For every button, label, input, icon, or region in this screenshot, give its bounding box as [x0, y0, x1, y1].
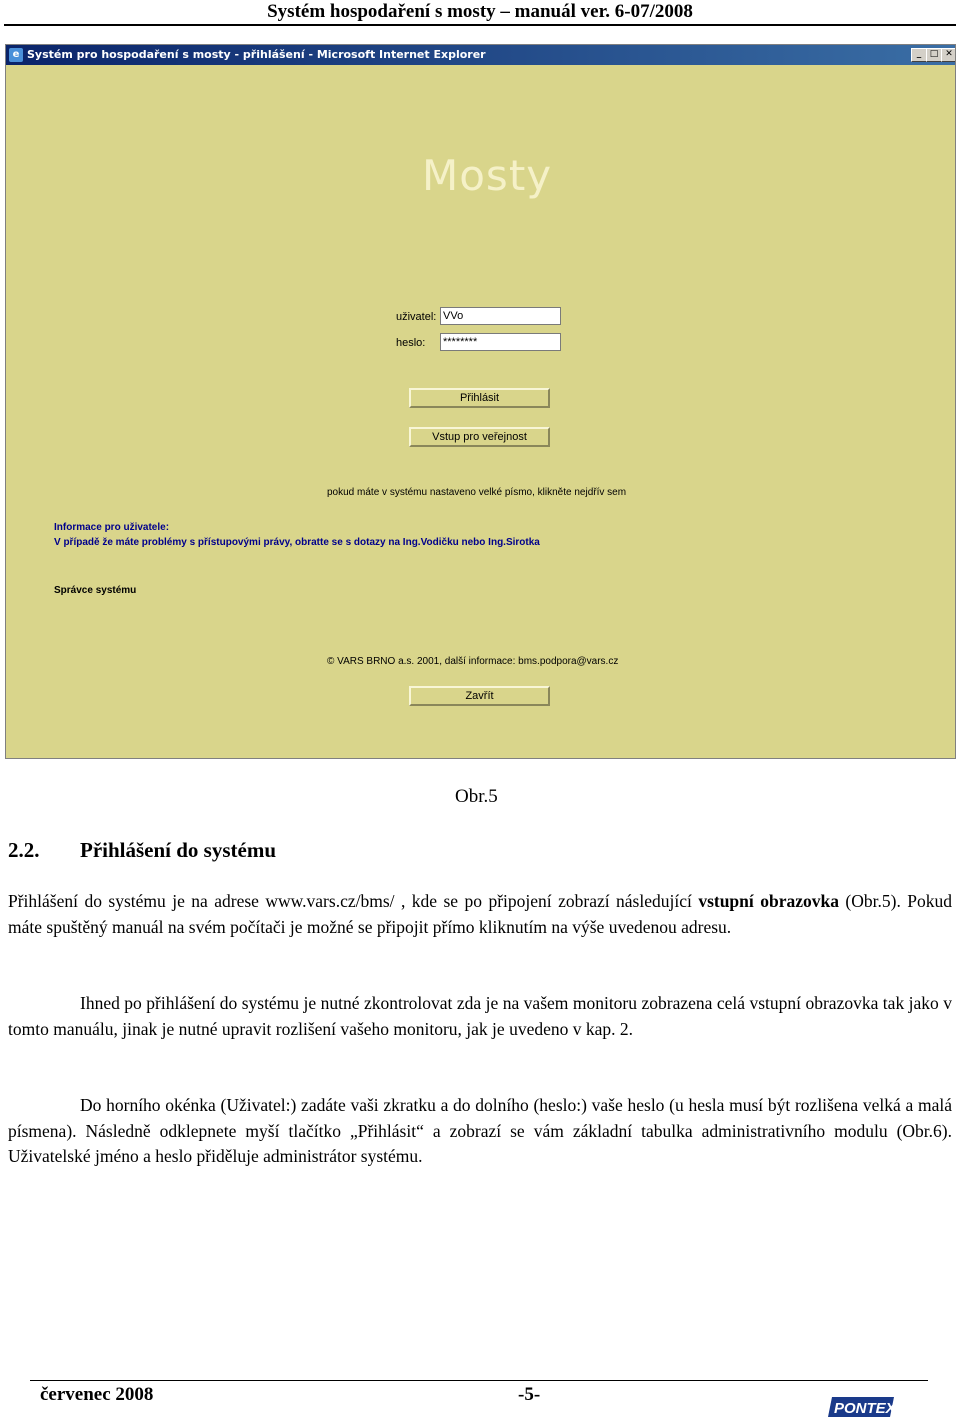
- paragraph-1-a: Přihlášení do systému je na adrese www.vars.cz/bms/ , kde se po připojení zobrazí následující: [8, 891, 699, 911]
- info-title: Informace pro uživatele:: [54, 522, 170, 533]
- minimize-icon[interactable]: _: [911, 48, 927, 62]
- running-header: Systém hospodaření s mosty – manuál ver. 6-07/2008: [267, 1, 693, 22]
- copyright-text: © VARS BRNO a.s. 2001, další informace: bms.podpora@vars.cz: [327, 656, 619, 667]
- browser-window: [5, 44, 956, 759]
- window-titlebar: [6, 45, 955, 65]
- paragraph-2: Ihned po přihlášení do systému je nutné zkontrolovat zda je na vašem monitoru zobrazena celá vstupní obrazovka tak jako v tomto manuálu, jinak je nutné upravit rozlišení vašeho monitoru, jak je uvedeno v kap. 2.: [8, 993, 952, 1039]
- section-title: Přihlášení do systému: [80, 838, 277, 862]
- maximize-icon[interactable]: □: [926, 48, 942, 62]
- figure-caption: Obr.5: [455, 786, 498, 807]
- pontex-logo: [826, 1393, 898, 1419]
- close-button[interactable]: Zavřít: [409, 686, 550, 706]
- paragraph-1-bold: vstupní obrazovka: [698, 891, 839, 911]
- user-input[interactable]: VVo: [440, 307, 561, 325]
- password-input[interactable]: ********: [440, 333, 561, 351]
- paragraph-1: [8, 889, 952, 940]
- page-number: -5-: [518, 1384, 541, 1405]
- header-rule: [4, 24, 956, 26]
- svg-text:PONTEX: PONTEX: [834, 1400, 896, 1417]
- footer-rule: [30, 1380, 928, 1381]
- footer-date: červenec 2008: [40, 1384, 154, 1405]
- password-label: heslo:: [396, 337, 426, 349]
- paragraph-3: Do horního okénka (Uživatel:) zadáte vaši zkratku a do dolního (heslo:) vaše heslo (u hesla musí být rozlišena velká a malá písmena). Následně odklepnete myší tlačítko „Přihlásit“ a zobrazí se vám základní tabulka administrativního modulu (Obr.6). Uživatelské jméno a heslo přiděluje administrátor systému.: [8, 1095, 952, 1166]
- paragraph-1-c: (Obr.5). Pokud máte spuštěný manuál na svém počítači je možné se připojit přímo kliknutím na výše uvedenou adresu.: [8, 891, 953, 937]
- info-text: V případě že máte problémy s přístupovými právy, obratte se s dotazy na Ing.Vodičku nebo Ing.Sirotka: [54, 537, 540, 548]
- section-heading: [8, 838, 276, 863]
- section-number: 2.2.: [8, 838, 40, 862]
- login-page: [6, 65, 955, 758]
- window-title: Systém pro hospodaření s mosty - přihlášení - Microsoft Internet Explorer: [27, 48, 486, 61]
- internet-explorer-icon: e: [9, 48, 23, 62]
- user-label: uživatel:: [396, 311, 437, 323]
- login-button[interactable]: Přihlásit: [409, 388, 550, 408]
- large-font-link[interactable]: pokud máte v systému nastaveno velké písmo, klikněte nejdřív sem: [327, 487, 627, 498]
- mosty-logo: Mosty: [422, 151, 553, 200]
- public-access-button[interactable]: Vstup pro veřejnost: [409, 427, 550, 447]
- admin-link[interactable]: Správce systému: [54, 585, 137, 596]
- close-icon[interactable]: ✕: [941, 48, 956, 62]
